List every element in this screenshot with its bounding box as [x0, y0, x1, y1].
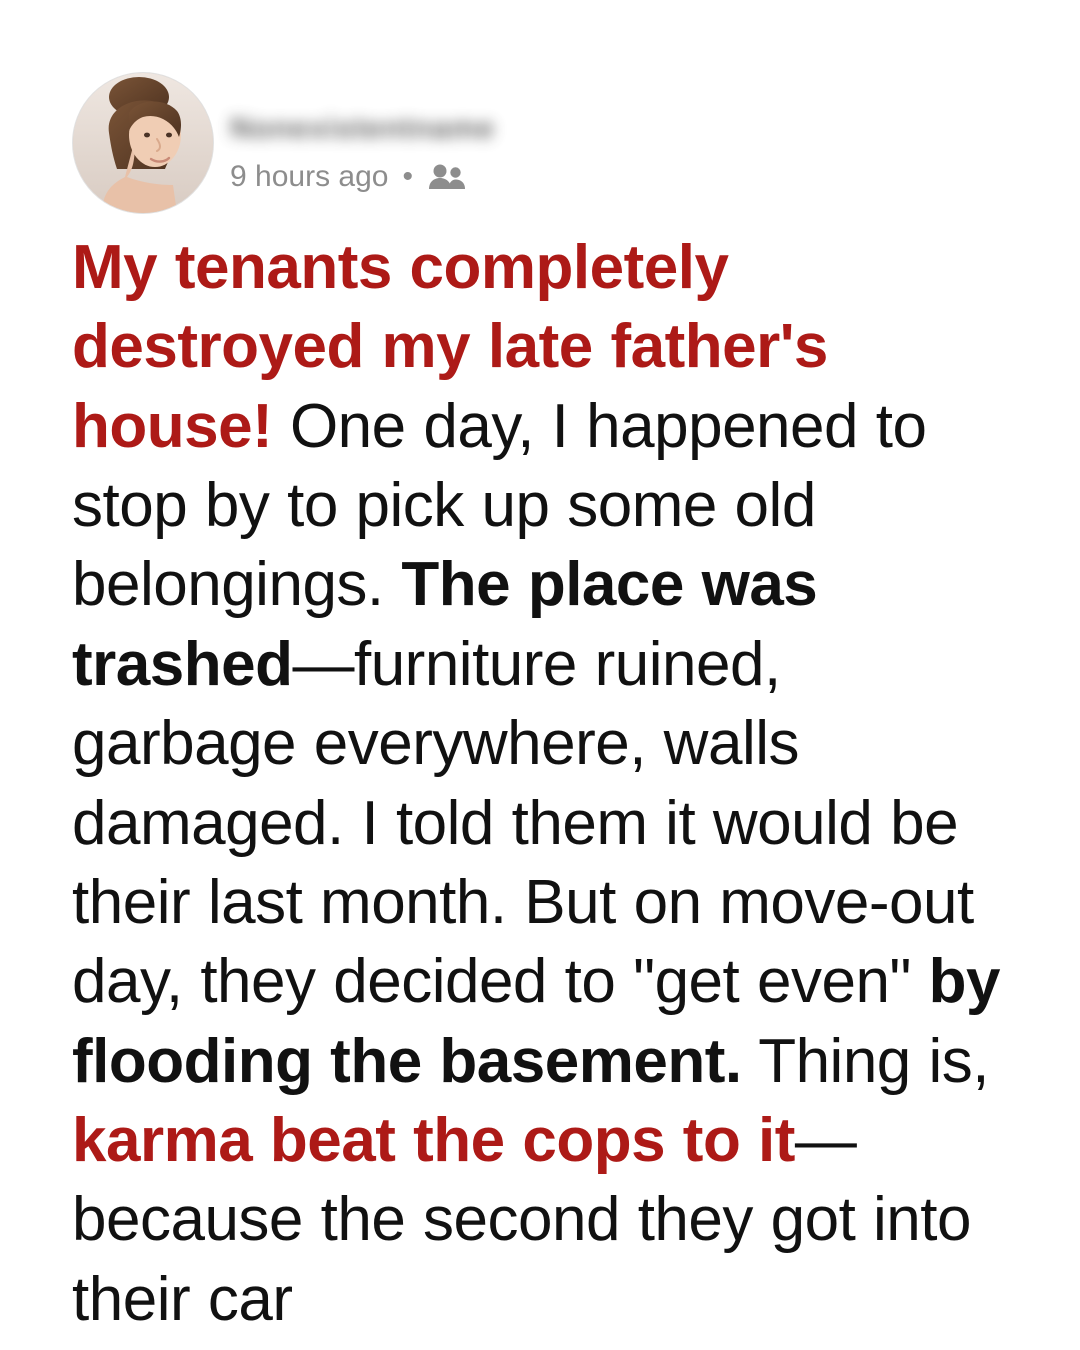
author-name[interactable]: Nonexistentname: [230, 112, 496, 145]
post-segment-plain-4: —because the second they got into their car: [72, 1105, 971, 1334]
post-text: [72, 228, 1008, 1339]
post-segment-highlight-2: karma beat the cops to it: [72, 1105, 795, 1175]
post-segment-plain-3: Thing is,: [741, 1026, 990, 1096]
post-segment-plain-2: —furniture ruined, garbage everywhere, walls damaged. I told them it would be their last month. But on move-out day, they decided to "get even": [72, 629, 974, 1017]
post-segment-highlight-1: My tenants completely destroyed my late father's house!: [72, 233, 828, 461]
profile-photo-icon: [73, 73, 213, 213]
post-timestamp[interactable]: 9 hours ago: [230, 160, 389, 193]
post-segment-plain-1: One day, I happened to stop by to pick up some old belongings.: [72, 391, 927, 620]
header-text: [230, 112, 495, 194]
post-segment-bold-1: The place was trashed: [72, 550, 818, 699]
post-header: [72, 72, 1008, 222]
avatar[interactable]: [72, 72, 214, 214]
post-segment-bold-2: by flooding the basement.: [72, 947, 1001, 1096]
friends-icon[interactable]: [427, 162, 467, 192]
meta-separator: •: [402, 160, 413, 193]
post-meta: [230, 160, 495, 194]
